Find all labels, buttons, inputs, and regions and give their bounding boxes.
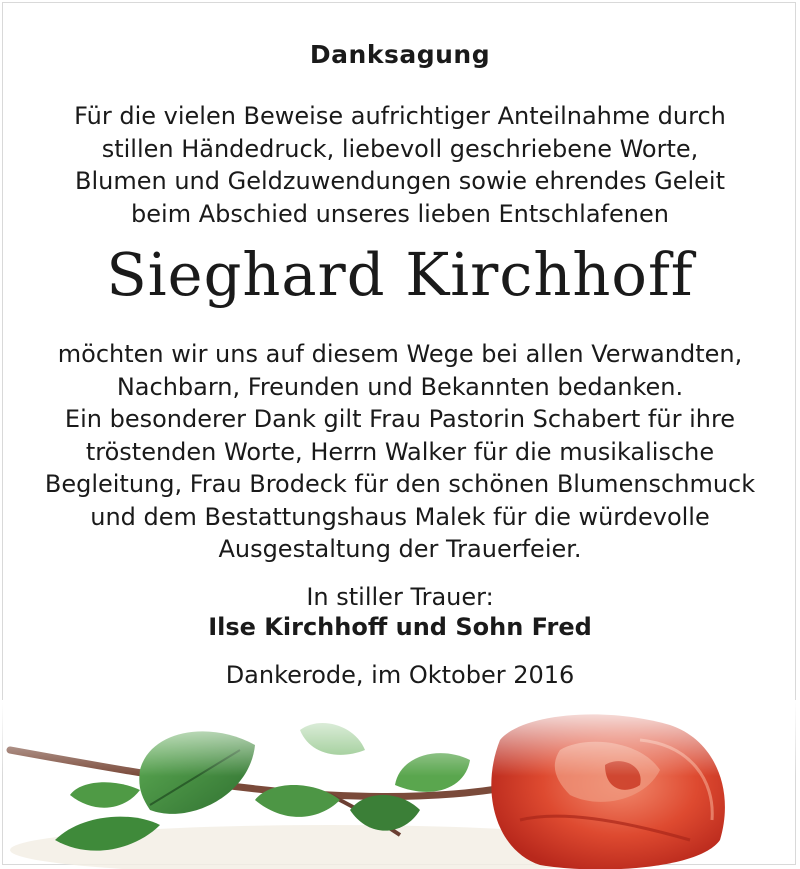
intro-line: beim Abschied unseres lieben Entschlafenen <box>131 199 669 228</box>
intro-paragraph <box>0 100 800 230</box>
intro-line: Blumen und Geldzuwendungen sowie ehrendes Geleit <box>75 167 725 195</box>
thanks-line: Begleitung, Frau Brodeck für den schönen Blumenschmuck <box>44 470 756 498</box>
rose-image <box>0 700 800 869</box>
deceased-name: Sieghard Kirchhoff <box>106 240 694 309</box>
thanks-line: tröstenden Worte, Herrn Walker für die musikalische <box>85 437 715 466</box>
mourning-label: In stiller Trauer: <box>306 583 494 611</box>
thanks-line: Nachbarn, Freunden und Bekannten bedanken. <box>116 372 684 401</box>
thanks-paragraph <box>0 338 800 566</box>
thanks-line: möchten wir uns auf diesem Wege bei allen Verwandten, <box>57 340 743 368</box>
intro-line: stillen Händedruck, liebevoll geschriebene Worte, <box>101 134 699 163</box>
place-date: Dankerode, im Oktober 2016 <box>225 661 575 689</box>
signers: Ilse Kirchhoff und Sohn Fred <box>208 613 592 641</box>
notice-heading: Danksagung <box>309 40 491 69</box>
thanks-line: Ein besonderer Dank gilt Frau Pastorin Schabert für ihre <box>64 405 736 433</box>
intro-line: Für die vielen Beweise aufrichtiger Anteilnahme durch <box>74 102 726 130</box>
thanks-line: und dem Bestattungshaus Malek für die würdevolle <box>90 502 710 531</box>
thanks-line: Ausgestaltung der Trauerfeier. <box>218 535 582 563</box>
